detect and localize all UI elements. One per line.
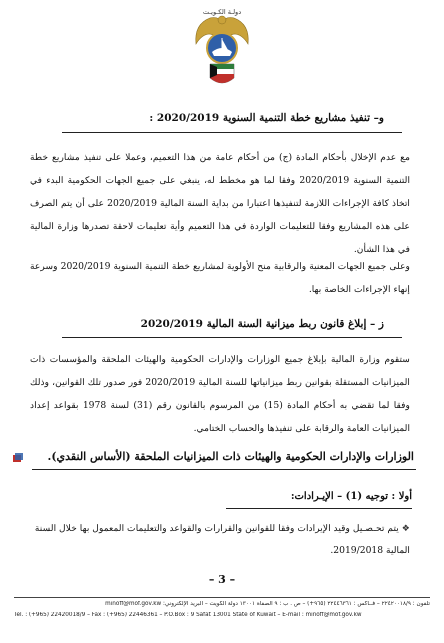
emblem-caption: دولـة الكـويـت [202,8,242,16]
divider [62,132,402,133]
section-w-paragraph-2: وعلى جميع الجهات المعنية والرقابية منح الأولوية لمشاريع خطة التنمية السنوية 2020/2019 وسرعة إنهاء الإجراءات الخاصة بها. [30,261,410,295]
page-number: – 3 – [208,573,236,586]
divider [62,337,402,338]
section-z-heading: ز – إبلاغ قانون ربط ميزانية السنة المالية 2020/2019 [140,318,384,330]
diamond-bullet-icon: ❖ [401,523,410,534]
footer-contact-arabic: تلفون : ٢٢٤٢٠٠١٨/٩ – فــاكس : ٢٢٤٤٦٣٦١ (٩٦٥+) – ص . ب : ٩ الصفاة ١٣٠٠١ دولة الكويت – البريد الإلكتروني: minoff@mof.gov.kw [105,601,430,607]
section-w-heading: و– تنفيذ مشاريع خطة التنمية السنوية 2020/2019 : [149,112,384,124]
section-bullet-icon [12,452,24,464]
bullet-text: يتم تحـصـيل وقيد الإيرادات وفقا للقوانين والقرارات والقواعد والتعليمات المعمول بها خلال السنة المالية 2019/2018. [34,523,410,556]
section-w-paragraph-1: مع عدم الإخلال بأحكام المادة (ج) من أحكام عامة من هذا التعميم، وعملا على تنفيذ مشاريع خطة التنمية السنوية 2020/2019 وفقا لما هو مخطط له، ينبغي على جميع الجهات الحكومية البدء في اتخاذ كافة الإجراءات اللازمة لتنفيذها اعتبارا من بداية السنة المالية 2020/2019 على أن يتم الصرف على هذه المشاريع وفقا للتعليمات الواردة في هذا التعميم وأية تعليمات لاحقة تصدرها وزارة المالية في هذا الشأن. [30,152,411,255]
footer-contact-english: Tel. : (+965) 22420018/9 – Fax : (+965) 22446361 – P.O.Box : 9 Safat 13001 State of Kuwait – E-mail : minoff@mof.gov.kw [14,612,362,618]
sub-heading: أولا : توجيه (1) – الإيـرادات: [290,491,412,502]
divider [226,508,412,509]
section-z-paragraph: ستقوم وزارة المالية بإبلاغ جميع الوزارات والإدارات الحكومية والهيئات الملحقة والمؤسسات ذات الميزانيات المستقلة بقوانين ربط ميزانياتها للسنة المالية 2020/2019 فور صدور تلك القوانين، وذلك وفقا لما تقضي به أحكام المادة (15) من المرسوم بالقانون رقم (31) لسنة 1978 بقواعد إعداد الميزانيات العامة والرقابة على تنفيذها والحساب الختامي. [30,354,410,434]
divider [32,469,416,470]
footer-divider [14,597,430,598]
state-emblem-icon [190,4,254,96]
bullet-item [26,518,410,562]
main-section-title: الوزارات والإدارات الحكومية والهيئات ذات الميزانيات الملحقة (الأساس النقدي). [47,450,414,463]
